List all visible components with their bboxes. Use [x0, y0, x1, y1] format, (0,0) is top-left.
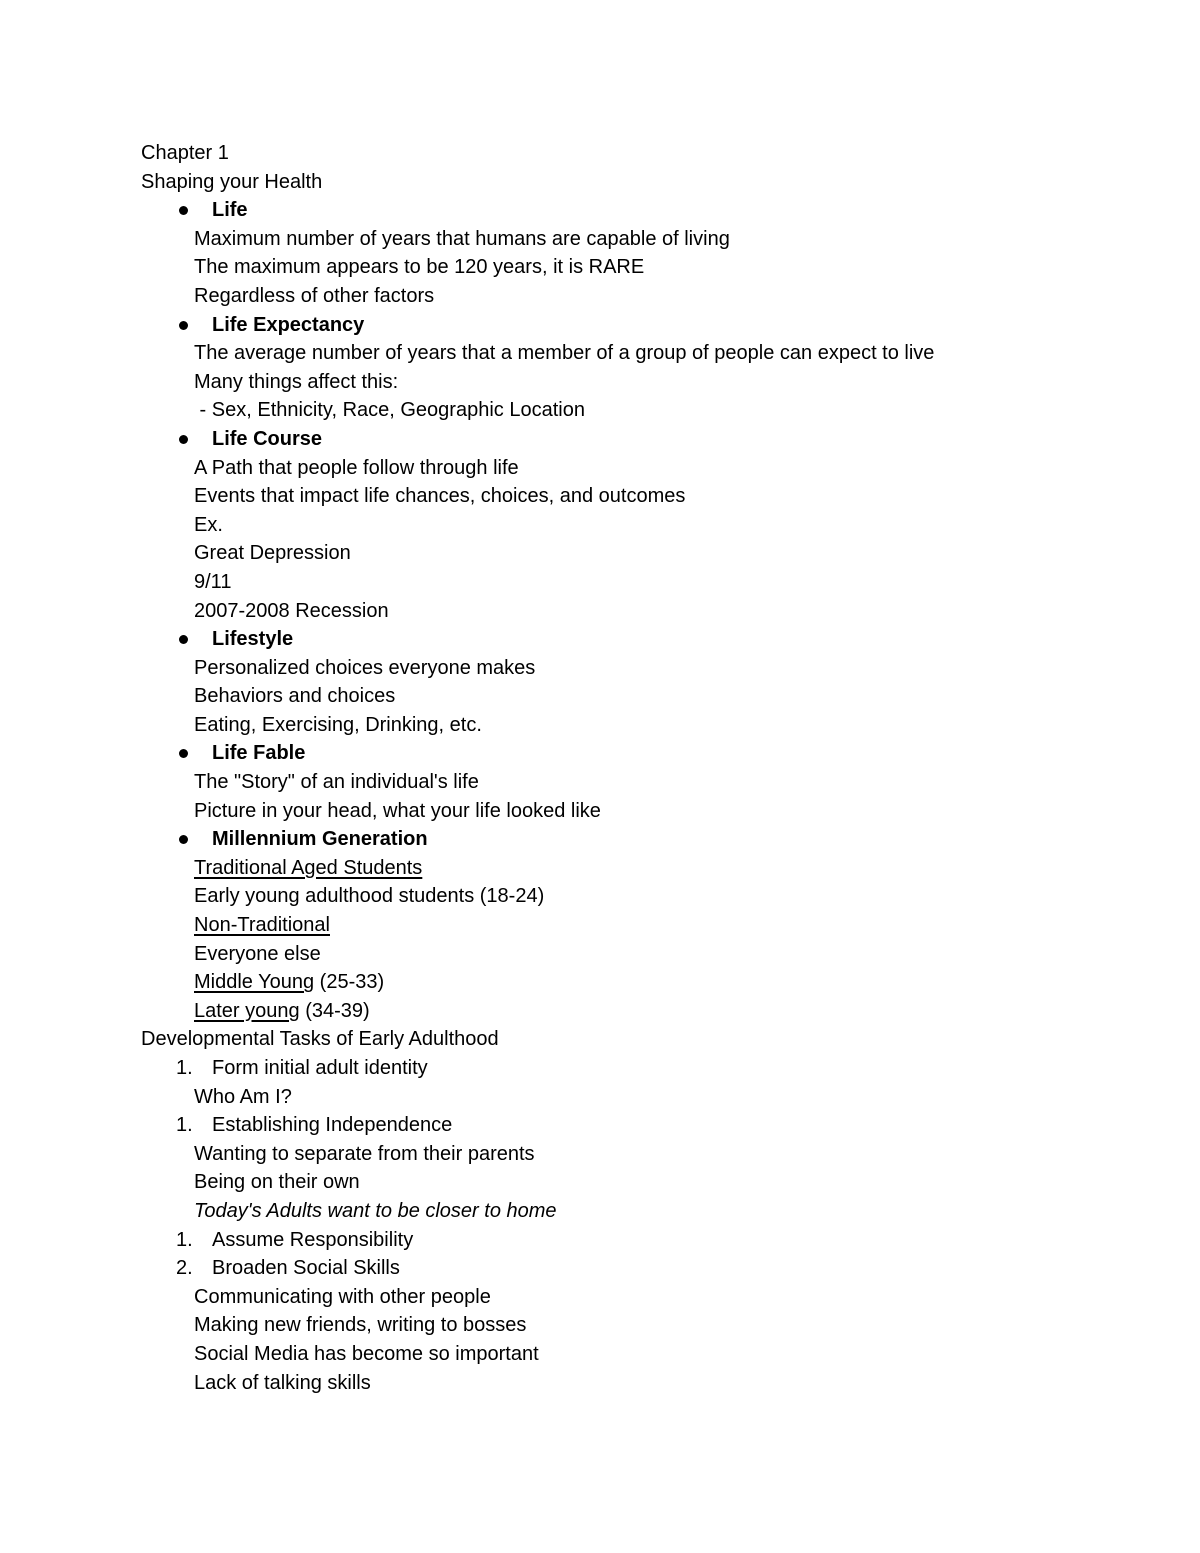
- text-line: Personalized choices everyone makes: [194, 656, 536, 679]
- text-line: Behaviors and choices: [194, 685, 396, 708]
- text-line: The average number of years that a member of a group of people can expect to live: [194, 342, 935, 365]
- bullet-life-fable: Life Fable: [141, 739, 1141, 768]
- text-line: 9/11: [194, 570, 232, 593]
- bullet-dot-icon: [179, 206, 188, 215]
- text-line: The maximum appears to be 120 years, it is RARE: [194, 256, 645, 279]
- text-line: Making new friends, writing to bosses: [194, 1314, 527, 1337]
- text-line: [141, 911, 1141, 940]
- section-heading: Developmental Tasks of Early Adulthood: [141, 1028, 499, 1051]
- underlined-label: Middle Young: [194, 971, 315, 994]
- document-page: [141, 139, 1141, 1397]
- bullet-dot-icon: [179, 435, 188, 444]
- text-line: Wanting to separate from their parents: [194, 1142, 535, 1165]
- underlined-label: Traditional Aged Students: [194, 856, 423, 879]
- numbered-item: 1. Form initial adult identity: [176, 1057, 428, 1079]
- text-line: A Path that people follow through life: [194, 456, 519, 479]
- underlined-label: Non-Traditional: [194, 914, 330, 937]
- text-line: Who Am I?: [194, 1085, 292, 1108]
- text-line: Social Media has become so important: [194, 1342, 539, 1365]
- text-line: Picture in your head, what your life looked like: [194, 799, 601, 822]
- bullet-life: Life: [141, 196, 1141, 225]
- bullet-dot-icon: [179, 835, 188, 844]
- text-line: Many things affect this:: [194, 370, 399, 393]
- text-line: - Sex, Ethnicity, Race, Geographic Location: [194, 399, 585, 422]
- chapter-title: Chapter 1: [141, 142, 229, 164]
- text-line: Later young (34-39): [194, 999, 370, 1022]
- text-line: Eating, Exercising, Drinking, etc.: [194, 713, 482, 736]
- text-line: Maximum number of years that humans are capable of living: [194, 227, 730, 250]
- text-line: Early young adulthood students (18-24): [194, 885, 545, 908]
- numbered-item: 1. Establishing Independence: [176, 1114, 453, 1137]
- text-line: Lack of talking skills: [194, 1371, 371, 1394]
- underlined-label: Later young: [194, 999, 300, 1022]
- bullet-dot-icon: [179, 321, 188, 330]
- bullet-millennium-generation: Millennium Generation: [141, 825, 1141, 854]
- text-line: Ex.: [194, 513, 223, 536]
- text-line: Being on their own: [194, 1171, 360, 1194]
- bullet-lifestyle: Lifestyle: [141, 625, 1141, 654]
- bullet-dot-icon: [179, 749, 188, 758]
- text-line: 2007-2008 Recession: [194, 599, 389, 622]
- numbered-item: 2. Broaden Social Skills: [176, 1257, 400, 1280]
- italic-note: Today's Adults want to be closer to home: [194, 1199, 557, 1222]
- bullet-dot-icon: [179, 635, 188, 644]
- text-line: Events that impact life chances, choices, and outcomes: [194, 485, 686, 508]
- text-line: Communicating with other people: [194, 1285, 491, 1308]
- text-line: Middle Young (25-33): [194, 971, 385, 994]
- bullet-life-expectancy: Life Expectancy: [141, 311, 1141, 340]
- section-title: Shaping your Health: [141, 170, 323, 193]
- text-line: [141, 854, 1141, 883]
- numbered-item: 1. Assume Responsibility: [176, 1228, 414, 1251]
- text-line: Everyone else: [194, 942, 321, 965]
- text-line: Great Depression: [194, 542, 351, 565]
- bullet-life-course: Life Course: [141, 425, 1141, 454]
- text-line: Regardless of other factors: [194, 284, 435, 307]
- text-line: The "Story" of an individual's life: [194, 771, 479, 794]
